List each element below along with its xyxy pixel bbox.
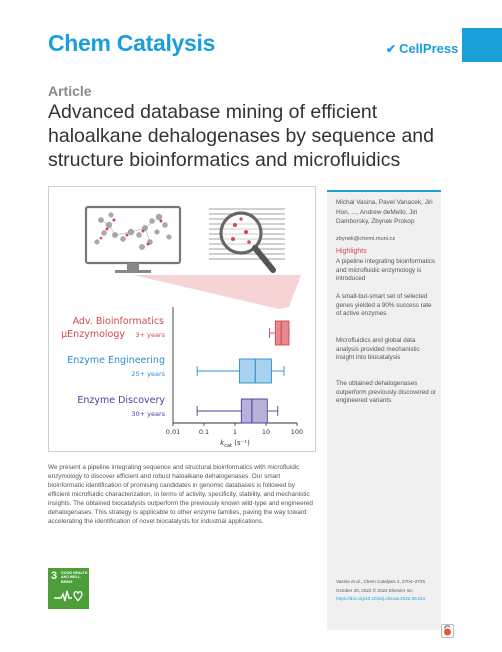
highlight-item: A small-but-smart set of selected genes yielded a 90% success rate of active enzymes bbox=[336, 293, 432, 318]
sdg-number: 3 bbox=[51, 570, 58, 582]
x-tick-label: 1 bbox=[232, 428, 238, 436]
x-axis-label: $k_{cat}$ (s⁻¹) bbox=[220, 439, 250, 449]
highlight-item: Microfluidics and global data analysis provided mechanistic insight into biocatalysis bbox=[336, 337, 420, 362]
sdg-label: GOOD HEALTH AND WELL-BEING bbox=[61, 571, 88, 584]
funnel-shape bbox=[133, 275, 301, 309]
doi-link[interactable]: https://doi.org/10.1016/j.checat.2022.09.011 bbox=[336, 596, 426, 601]
x-tick-label: 100 bbox=[290, 428, 304, 436]
header-accent-block bbox=[462, 28, 502, 62]
highlight-item: A pipeline integrating bioinformatics and microfluidic enzymology is introduced bbox=[336, 258, 436, 283]
correspondence-email[interactable]: zbynek@chemi.muni.cz bbox=[336, 236, 396, 242]
row-years-bioinformatics: 3+ years bbox=[135, 331, 165, 339]
sidebar-top-rule bbox=[327, 190, 441, 192]
publisher-logo[interactable] bbox=[386, 41, 458, 56]
computer-monitor-icon bbox=[86, 207, 180, 273]
open-access-icon[interactable] bbox=[441, 624, 454, 638]
article-title: Advanced database mining of efficient haloalkane dehalogenases by sequence and structure bioinformatics and microfluidics bbox=[48, 101, 434, 171]
heartbeat-icon bbox=[54, 588, 84, 604]
authors: Michal Vasina, Pavel Vanacek, Jiri Hon, ..., Andrew deMello, Jiri Damborsky, Zbynek Prokop bbox=[336, 199, 433, 225]
series-2-box bbox=[241, 399, 267, 423]
x-tick-label: 0.01 bbox=[165, 428, 181, 436]
series-0-box bbox=[275, 321, 289, 345]
row-years-discovery: 30+ years bbox=[131, 410, 165, 418]
x-tick-label: 10 bbox=[261, 428, 271, 436]
sidebar bbox=[327, 190, 441, 630]
row-label-microenzymology: µEnzymology bbox=[61, 329, 125, 340]
citation-journal: Vasina et al., Chem Catalysis 2, 2704–2725 bbox=[336, 579, 426, 584]
graphical-abstract bbox=[48, 186, 316, 452]
cellpress-logo-icon: ✔ bbox=[386, 41, 397, 56]
sdg-badge[interactable] bbox=[48, 568, 89, 609]
row-label-bioinformatics: Adv. Bioinformatics bbox=[72, 316, 164, 327]
highlight-item: The obtained dehalogenases outperform previously discovered or engineered variants bbox=[336, 380, 437, 405]
summary-text: We present a pipeline integrating sequence and structural bioinformatics with microfluidic enzymology to discover efficient and robust haloalkane dehalogenases. Our smart bioinformatic identification of promising candidates in genomic databases is followed by efficient microfluidic characterization, in terms of activity, specificity, stability, and mechanistic insights. The obtained biocatalysts outperform the previously known wild-type and engineered dehalogenases. This strategy is applicable to other enzyme families, paving the way toward accelerating the identification of novel biocatalysts for industrial applications. bbox=[48, 464, 313, 525]
citation bbox=[336, 578, 441, 604]
journal-title: Chem Catalysis bbox=[48, 30, 216, 56]
magnifier-icon bbox=[221, 213, 273, 270]
graphical-abstract-figure bbox=[49, 187, 315, 451]
highlights-title: Highlights bbox=[336, 248, 367, 255]
row-label-engineering: Enzyme Engineering bbox=[67, 355, 165, 366]
x-tick-label: 0.1 bbox=[198, 428, 210, 436]
row-label-discovery: Enzyme Discovery bbox=[77, 395, 165, 406]
publisher-name: CellPress bbox=[399, 41, 459, 56]
row-years-engineering: 25+ years bbox=[131, 370, 165, 378]
article-type: Article bbox=[48, 83, 92, 99]
citation-date: October 20, 2022 © 2022 Elsevier Inc. bbox=[336, 587, 414, 593]
